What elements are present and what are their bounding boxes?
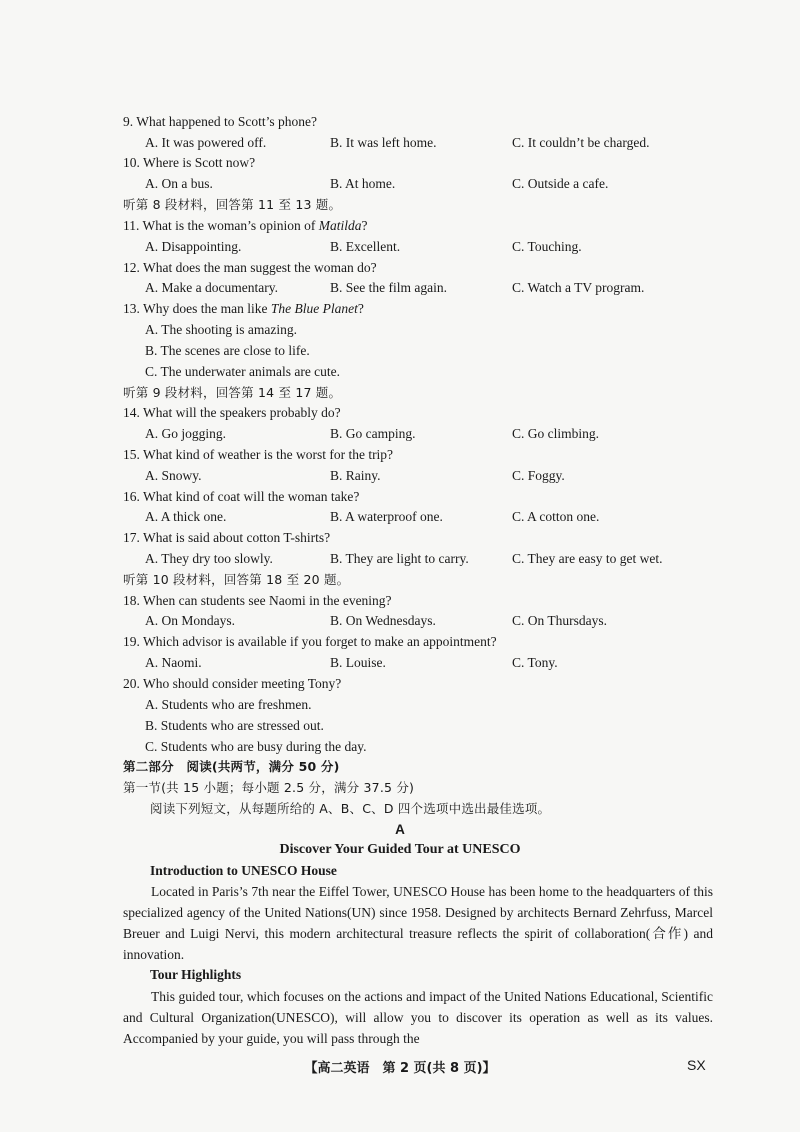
question-13-option-c: C. The underwater animals are cute. [145, 364, 341, 379]
question-14-stem: 14. What will the speakers probably do? [123, 405, 341, 420]
question-16-stem: 16. What kind of coat will the woman take? [123, 489, 360, 504]
option-b: B. Go camping. [330, 426, 416, 441]
option-c: C. On Thursdays. [512, 613, 608, 628]
option-b: B. At home. [330, 176, 396, 191]
option-a: A. It was powered off. [145, 135, 267, 150]
option-a: A. On a bus. [145, 176, 213, 191]
option-b: B. Excellent. [330, 239, 401, 254]
question-13-option-a: A. The shooting is amazing. [145, 322, 297, 337]
question-12-stem: 12. What does the man suggest the woman do? [123, 260, 377, 275]
question-20-option-a: A. Students who are freshmen. [145, 697, 312, 712]
option-a: A. A thick one. [145, 509, 227, 524]
option-b: B. It was left home. [330, 135, 437, 150]
section-header-9: 听第 9 段材料，回答第 14 至 17 题。 [123, 385, 342, 400]
passage-paragraph-1: Located in Paris’s 7th near the Eiffel Tower, UNESCO House has been home to the headquarters of this specialized agency of the United Nations(UN) since 1958. Designed by architects Bernard Zehrfuss, Marcel Breuer and Luigi Nervi, this modern architectural treasure reflects the spirit of collaboration(合作) and innovation. [123, 884, 713, 962]
section-one-heading: 第一节(共 15 小题；每小题 2.5 分，满分 37.5 分) [123, 780, 415, 795]
option-c: C. They are easy to get wet. [512, 551, 663, 566]
passage-letter: A [395, 822, 405, 837]
option-c: C. Watch a TV program. [512, 280, 645, 295]
question-13-stem: 13. Why does the man like The Blue Planet? [123, 301, 364, 316]
question-18-stem: 18. When can students see Naomi in the evening? [123, 593, 392, 608]
option-c: C. Foggy. [512, 468, 565, 483]
question-10-stem: 10. Where is Scott now? [123, 155, 256, 170]
passage-subheading-highlights: Tour Highlights [150, 967, 242, 982]
question-13-option-b: B. The scenes are close to life. [145, 343, 310, 358]
question-17-stem: 17. What is said about cotton T-shirts? [123, 530, 331, 545]
option-b: B. On Wednesdays. [330, 613, 436, 628]
option-c: C. Touching. [512, 239, 582, 254]
question-15-stem: 15. What kind of weather is the worst for the trip? [123, 447, 394, 462]
question-20-stem: 20. Who should consider meeting Tony? [123, 676, 342, 691]
option-c: C. Tony. [512, 655, 558, 670]
option-a: A. Snowy. [145, 468, 202, 483]
question-11-stem: 11. What is the woman’s opinion of Matilda? [123, 218, 368, 233]
option-b: B. See the film again. [330, 280, 447, 295]
option-a: A. On Mondays. [145, 613, 235, 628]
option-a: A. They dry too slowly. [145, 551, 273, 566]
option-a: A. Disappointing. [145, 239, 242, 254]
question-19-stem: 19. Which advisor is available if you forget to make an appointment? [123, 634, 497, 649]
option-b: B. They are light to carry. [330, 551, 469, 566]
option-b: B. Louise. [330, 655, 386, 670]
footer-page-info: 【高二英语 第 2 页(共 8 页)】 [304, 1061, 496, 1076]
option-c: C. Outside a cafe. [512, 176, 609, 191]
passage-subheading-intro: Introduction to UNESCO House [150, 863, 337, 878]
option-b: B. A waterproof one. [330, 509, 443, 524]
option-b: B. Rainy. [330, 468, 381, 483]
footer-code: SX [687, 1057, 706, 1073]
option-a: A. Go jogging. [145, 426, 226, 441]
question-9-stem: 9. What happened to Scott’s phone? [123, 114, 317, 129]
option-a: A. Naomi. [145, 655, 202, 670]
program-title: The Blue Planet [270, 301, 358, 316]
passage-title: Discover Your Guided Tour at UNESCO [279, 842, 521, 857]
reading-instruction: 阅读下列短文，从每题所给的 A、B、C、D 四个选项中选出最佳选项。 [150, 801, 551, 816]
option-c: C. It couldn’t be charged. [512, 135, 650, 150]
passage-paragraph-2: This guided tour, which focuses on the actions and impact of the United Nations Educational, Scientific and Cultural Organization(UNESCO), will allow you to discover its operation as well as its values. Accompanied by your guide, you will pass through the [123, 989, 713, 1046]
question-20-option-b: B. Students who are stressed out. [145, 718, 324, 733]
option-a: A. Make a documentary. [145, 280, 278, 295]
option-c: C. Go climbing. [512, 426, 599, 441]
section-header-10: 听第 10 段材料，回答第 18 至 20 题。 [123, 572, 350, 587]
film-title: Matilda [318, 218, 362, 233]
question-20-option-c: C. Students who are busy during the day. [145, 739, 367, 754]
section-header-8: 听第 8 段材料，回答第 11 至 13 题。 [123, 197, 342, 212]
part-two-heading: 第二部分 阅读(共两节，满分 50 分) [123, 759, 340, 774]
option-c: C. A cotton one. [512, 509, 600, 524]
